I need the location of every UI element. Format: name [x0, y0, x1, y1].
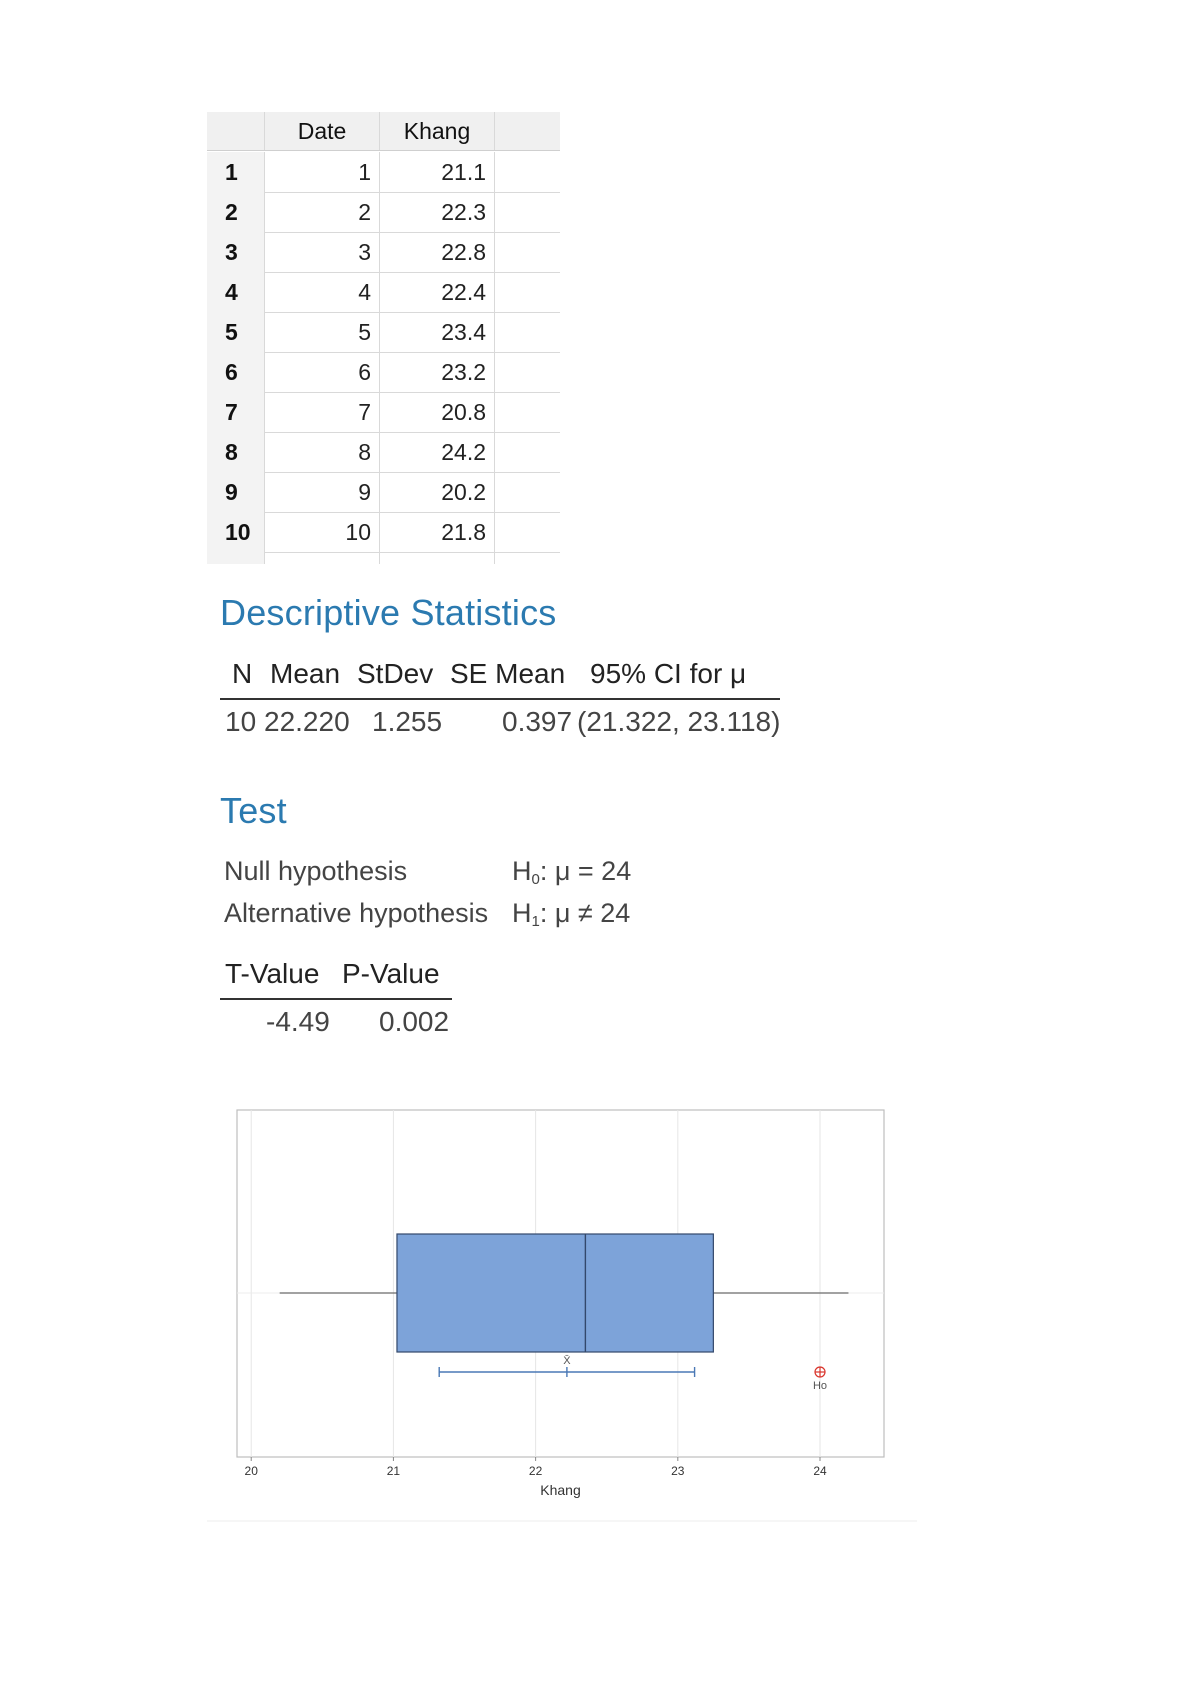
alt-h-symbol: H: [512, 898, 532, 928]
boxplot-chart: [207, 1107, 917, 1523]
date-cell[interactable]: 8: [264, 432, 379, 472]
table-row: [207, 312, 560, 353]
value-stdev: 1.255: [372, 706, 443, 737]
x-tick-label: 20: [244, 1464, 258, 1478]
null-h-symbol: H: [512, 856, 532, 886]
x-tick-label: 21: [386, 1464, 401, 1478]
null-h-subscript: 0: [531, 871, 540, 888]
table-row: [207, 152, 560, 193]
alt-h-subscript: 1: [531, 913, 540, 930]
header-stdev: StDev: [357, 658, 434, 689]
value-p: 0.002: [379, 1006, 450, 1037]
empty-cell[interactable]: [494, 312, 560, 352]
value-n: 10: [225, 706, 257, 737]
worksheet-grid: [207, 112, 560, 564]
interquartile-box: [397, 1234, 713, 1352]
row-index-cell[interactable]: 3: [207, 232, 264, 272]
value-mean: 22.220: [264, 706, 350, 737]
empty-cell[interactable]: [494, 472, 560, 512]
khang-cell[interactable]: 24.2: [379, 432, 494, 472]
header-t-value: T-Value: [225, 958, 320, 989]
x-tick-label: 22: [528, 1464, 543, 1478]
khang-cell[interactable]: 20.8: [379, 392, 494, 432]
mean-label: X̄: [563, 1355, 571, 1367]
header-ci: 95% CI for μ: [590, 658, 747, 689]
khang-cell[interactable]: 21.1: [379, 152, 494, 192]
row-index-cell[interactable]: 2: [207, 192, 264, 232]
empty-cell[interactable]: [264, 552, 379, 564]
khang-cell[interactable]: 23.4: [379, 312, 494, 352]
empty-cell[interactable]: [494, 512, 560, 552]
test-heading: Test: [220, 790, 287, 831]
table-row: [207, 232, 560, 273]
khang-cell[interactable]: 20.2: [379, 472, 494, 512]
date-cell[interactable]: 5: [264, 312, 379, 352]
descriptive-statistics-heading: Descriptive Statistics: [220, 592, 557, 633]
row-index-cell[interactable]: 6: [207, 352, 264, 392]
value-t: -4.49: [266, 1006, 330, 1037]
alt-h-expression-text: : μ ≠ 24: [539, 898, 631, 928]
empty-cell[interactable]: [379, 552, 494, 564]
worksheet-header-row: [207, 112, 560, 151]
table-row: [207, 472, 560, 513]
date-cell[interactable]: 4: [264, 272, 379, 312]
column-header-khang[interactable]: Khang: [379, 112, 494, 150]
descriptive-statistics-table: [220, 658, 780, 748]
column-header-date[interactable]: Date: [264, 112, 379, 150]
test-results-table: [220, 958, 452, 1048]
row-index-cell[interactable]: 4: [207, 272, 264, 312]
date-cell[interactable]: 9: [264, 472, 379, 512]
empty-cell[interactable]: [494, 192, 560, 232]
header-se-mean: SE Mean: [450, 658, 566, 689]
date-cell[interactable]: 10: [264, 512, 379, 552]
empty-cell[interactable]: [494, 232, 560, 272]
row-index-cell[interactable]: 1: [207, 152, 264, 192]
null-hypothesis-expression: [512, 856, 631, 888]
alternative-hypothesis-label: Alternative hypothesis: [224, 898, 489, 928]
table-row: [207, 512, 560, 553]
null-hypothesis-label: Null hypothesis: [224, 856, 408, 886]
table-row: [207, 392, 560, 433]
khang-cell[interactable]: 23.2: [379, 352, 494, 392]
table-row-partial: [207, 552, 560, 564]
x-axis-label: Khang: [540, 1482, 581, 1498]
empty-cell[interactable]: [494, 552, 560, 564]
khang-cell[interactable]: 22.8: [379, 232, 494, 272]
empty-cell[interactable]: [494, 352, 560, 392]
row-index-cell[interactable]: 10: [207, 512, 264, 552]
row-index-cell[interactable]: 7: [207, 392, 264, 432]
date-cell[interactable]: 7: [264, 392, 379, 432]
empty-cell[interactable]: [494, 432, 560, 472]
empty-cell[interactable]: [494, 272, 560, 312]
header-mean: Mean: [270, 658, 341, 689]
empty-cell[interactable]: [207, 552, 264, 564]
test-header-row: [220, 958, 452, 1000]
empty-cell[interactable]: [494, 392, 560, 432]
empty-cell[interactable]: [494, 152, 560, 192]
value-ci: (21.322, 23.118): [577, 706, 781, 737]
alternative-hypothesis-line: [224, 898, 631, 930]
row-index-cell[interactable]: 8: [207, 432, 264, 472]
row-index-cell[interactable]: 9: [207, 472, 264, 512]
row-index-cell[interactable]: 5: [207, 312, 264, 352]
value-se-mean: 0.397: [502, 706, 573, 737]
descriptive-header-row: [220, 658, 780, 700]
table-row: [207, 192, 560, 233]
header-p-value: P-Value: [342, 958, 440, 989]
khang-cell[interactable]: 22.3: [379, 192, 494, 232]
header-n: N: [232, 658, 253, 689]
null-hypothesis-line: [224, 856, 632, 888]
date-cell[interactable]: 3: [264, 232, 379, 272]
khang-cell[interactable]: 22.4: [379, 272, 494, 312]
alternative-hypothesis-expression: [512, 898, 630, 930]
corner-cell[interactable]: [207, 112, 264, 150]
khang-cell[interactable]: 21.8: [379, 512, 494, 552]
table-row: [207, 352, 560, 393]
date-cell[interactable]: 1: [264, 152, 379, 192]
null-h-expression-text: : μ = 24: [539, 856, 632, 886]
column-header-empty[interactable]: [494, 112, 560, 150]
x-tick-label: 23: [671, 1464, 685, 1478]
x-tick-label: 24: [813, 1464, 827, 1478]
table-row: [207, 272, 560, 313]
date-cell[interactable]: 2: [264, 192, 379, 232]
date-cell[interactable]: 6: [264, 352, 379, 392]
table-row: [207, 432, 560, 473]
h0-label: Ho: [812, 1380, 828, 1392]
